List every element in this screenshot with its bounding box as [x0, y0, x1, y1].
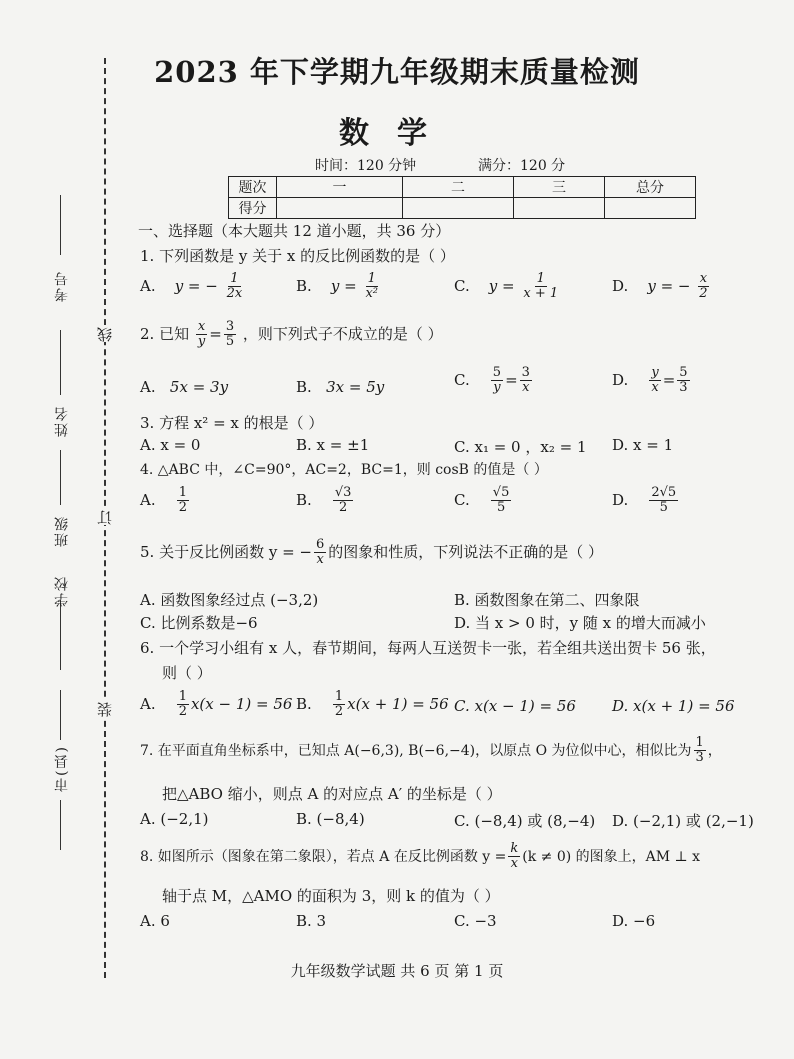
- option-math: y = −: [647, 276, 691, 295]
- q8-option-d: D. −6: [612, 912, 656, 930]
- q2-option-a: A. 5x = 3y: [140, 378, 229, 396]
- school-label: 学校: [54, 575, 70, 607]
- q1-option-d: [612, 272, 712, 302]
- city-underline: [60, 690, 61, 740]
- score-table: [228, 176, 696, 219]
- q3-option-b: B. x = ±1: [296, 436, 370, 454]
- score-cell-section3: 三: [514, 177, 605, 198]
- bottom-underline: [60, 800, 61, 850]
- score-row-label: 得分: [229, 198, 277, 219]
- score-blank: [403, 198, 514, 219]
- q1-option-b: [296, 272, 382, 302]
- q3-option-d: D. x = 1: [612, 436, 674, 454]
- option-label: C.: [454, 276, 470, 295]
- option-label: B.: [296, 276, 312, 295]
- q8-option-a: A. 6: [140, 912, 170, 930]
- q5-option-a: A. 函数图象经过点 (−3,2): [140, 591, 319, 609]
- q4-option-a: A. $\frac{1}{2}$: [140, 485, 187, 516]
- option-label: D.: [612, 276, 629, 295]
- question-3-stem: 3. 方程 x² = x 的根是（ ）: [140, 414, 324, 432]
- q7-option-b: B. (−8,4): [296, 810, 365, 828]
- page-footer: 九年级数学试题 共 6 页 第 1 页: [290, 962, 504, 980]
- question-8-stem-line1: 8. 如图所示（图象在第二象限），若点 A 在反比例函数 y = $\frac{k}{x}$ (k ≠ 0) 的图象上，AM ⊥ x: [140, 841, 701, 872]
- q2-option-b: B. 3x = 5y: [296, 378, 385, 396]
- option-math: y = −: [174, 276, 218, 295]
- fraction: $\frac{1}{2x}$: [226, 271, 243, 302]
- question-5-stem: 5. 关于反比例函数 y = − $\frac{6}{x}$ 的图象和性质，下列说法不正确的是（ ）: [140, 537, 604, 568]
- q4-option-b: B. $\frac{√3}{2}$: [296, 485, 352, 516]
- question-4-stem: 4. △ABC 中，∠C=90°，AC=2，BC=1，则 cosB 的值是（ ）: [140, 462, 548, 478]
- school-underline: [60, 600, 61, 670]
- score-cell-label: 题次: [229, 177, 277, 198]
- q1-option-c: [454, 272, 562, 302]
- fraction: $\frac{x}{2}$: [699, 271, 708, 302]
- cut-mark-xian: 线: [96, 325, 114, 342]
- question-6-stem-line1: 6. 一个学习小组有 x 人，春节期间，每两人互送贺卡一张，若全组共送出贺卡 56 张，: [140, 639, 716, 657]
- exam-no-label: 考号: [54, 270, 70, 302]
- q2-option-c: C. $\frac{5}{y}$ = $\frac{3}{x}$: [454, 365, 530, 396]
- option-math: y =: [488, 276, 515, 295]
- question-2-stem: 2. 已知 $\frac{x}{y}$ = $\frac{3}{5}$ ，则下列式子不成立的是（ ）: [140, 319, 443, 350]
- q1-option-a: [140, 272, 246, 302]
- score-blank: [277, 198, 403, 219]
- q4-option-d: D. $\frac{2√5}{5}$: [612, 485, 677, 516]
- q3-option-a: A. x = 0: [140, 436, 201, 454]
- score-cell-total: 总分: [605, 177, 696, 198]
- name-label: 姓名: [54, 405, 70, 437]
- subject-title: 数学: [339, 116, 455, 151]
- q5-option-d: D. 当 x > 0 时，y 随 x 的增大而减小: [454, 614, 706, 632]
- option-label: A.: [140, 276, 156, 295]
- q7-option-a: A. (−2,1): [140, 810, 209, 828]
- question-1-stem: 1. 下列函数是 y 关于 x 的反比例函数的是（ ）: [140, 247, 455, 265]
- score-cell-section1: 一: [277, 177, 403, 198]
- question-8-stem-line2: 轴于点 M，△AMO 的面积为 3，则 k 的值为（ ）: [162, 887, 500, 905]
- q5-option-c: C. 比例系数是−6: [140, 614, 258, 632]
- q8-option-b: B. 3: [296, 912, 327, 930]
- name-underline: [60, 330, 61, 395]
- score-blank: [514, 198, 605, 219]
- full-score: 满分：120 分: [478, 158, 566, 174]
- q6-option-b: B. $\frac{1}{2}$ x(x + 1) = 56: [296, 689, 449, 720]
- class-label: 班级: [54, 515, 70, 547]
- q6-option-a: A. $\frac{1}{2}$ x(x − 1) = 56: [140, 689, 293, 720]
- fraction: $\frac{1}{x + 1}$: [523, 271, 559, 302]
- q2-option-d: D. $\frac{y}{x}$ = $\frac{5}{3}$: [612, 365, 688, 396]
- q6-option-c: C. x(x − 1) = 56: [454, 697, 576, 715]
- q7-option-c: C. (−8,4) 或 (8,−4): [454, 812, 596, 830]
- q8-option-c: C. −3: [454, 912, 497, 930]
- score-cell-section2: 二: [403, 177, 514, 198]
- question-7-stem-line1: 7. 在平面直角坐标系中，已知点 A(−6,3), B(−6,−4)，以原点 O 为位似中心，相似比为 $\frac{1}{3}$ ，: [140, 735, 722, 766]
- exam-no-underline: [60, 195, 61, 255]
- cut-mark-zhuang: 装: [96, 700, 114, 717]
- q7-option-d: D. (−2,1) 或 (2,−1): [612, 812, 754, 830]
- q6-option-d: D. x(x + 1) = 56: [612, 697, 735, 715]
- option-math: y =: [330, 276, 357, 295]
- score-blank: [605, 198, 696, 219]
- exam-title: 2023 年下学期九年级期末质量检测: [154, 55, 640, 89]
- class-underline: [60, 450, 61, 505]
- section-heading: 一、选择题（本大题共 12 道小题，共 36 分）: [138, 222, 451, 240]
- q4-option-c: C. $\frac{√5}{5}$: [454, 485, 510, 516]
- fraction: $\frac{1}{\text{x²}}$: [365, 271, 379, 302]
- question-7-stem-line2: 把△ABO 缩小，则点 A 的对应点 A′ 的坐标是（ ）: [162, 785, 502, 803]
- q5-option-b: B. 函数图象在第二、四象限: [454, 591, 640, 609]
- question-6-stem-line2: 则（ ）: [162, 664, 212, 682]
- city-label: 市(县): [54, 745, 70, 792]
- cut-mark-ding: 订: [96, 508, 114, 525]
- exam-time: 时间：120 分钟: [315, 158, 417, 174]
- q3-option-c: C. x₁ = 0 ，x₂ = 1: [454, 438, 587, 456]
